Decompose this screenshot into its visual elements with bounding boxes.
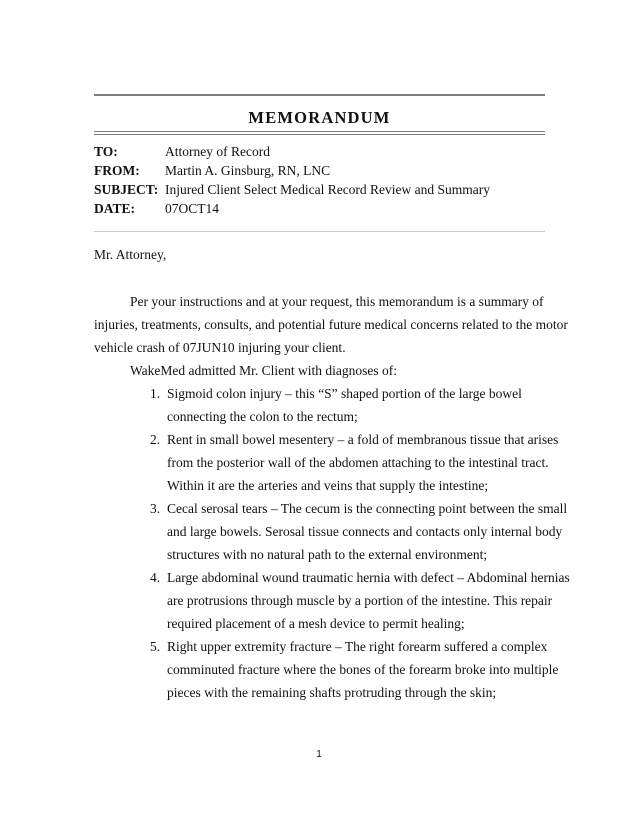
header-to-label: TO:: [94, 144, 118, 159]
list-item-number: 5.: [150, 639, 161, 654]
list-item-line: Sigmoid colon injury – this “S” shaped portion of the large bowel: [167, 386, 522, 401]
list-item-line: structures with no natural path to the external environment;: [167, 547, 488, 562]
list-intro: WakeMed admitted Mr. Client with diagnoses of:: [130, 363, 397, 378]
title-bottom-rule: [94, 131, 545, 135]
list-item-number: 1.: [150, 386, 161, 401]
list-item-line: pieces with the remaining shafts protruding through the skin;: [167, 685, 497, 700]
list-item-line: required placement of a mesh device to permit healing;: [167, 616, 465, 631]
salutation: Mr. Attorney,: [94, 247, 167, 262]
list-item-line: Large abdominal wound traumatic hernia with defect – Abdominal hernias: [167, 570, 570, 585]
list-item-line: comminuted fracture where the bones of the forearm broke into multiple: [167, 662, 559, 677]
list-item-line: and large bowels. Serosal tissue connects and contacts only internal body: [167, 524, 563, 539]
list-item-line: Rent in small bowel mesentery – a fold of membranous tissue that arises: [167, 432, 559, 447]
list-item-line: are protrusions through muscle by a portion of the intestine. This repair: [167, 593, 553, 608]
list-item-line: Within it are the arteries and veins that supply the intestine;: [167, 478, 489, 493]
intro-line: vehicle crash of 07JUN10 injuring your client.: [94, 340, 346, 355]
page-number: 1: [316, 749, 322, 760]
header-from-value: Martin A. Ginsburg, RN, LNC: [165, 163, 331, 178]
list-item-line: from the posterior wall of the abdomen attaching to the intestinal tract.: [167, 455, 549, 470]
header-date-value: 07OCT14: [165, 201, 219, 216]
list-item-line: connecting the colon to the rectum;: [167, 409, 358, 424]
list-item-number: 4.: [150, 570, 161, 585]
header-to-value: Attorney of Record: [165, 144, 270, 159]
title-top-rule: [94, 94, 545, 96]
intro-line: Per your instructions and at your request, this memorandum is a summary of: [130, 294, 544, 309]
intro-line: injuries, treatments, consults, and potential future medical concerns related to the motor: [94, 317, 568, 332]
list-item-number: 2.: [150, 432, 161, 447]
list-item-line: Cecal serosal tears – The cecum is the connecting point between the small: [167, 501, 568, 516]
header-subject-value: Injured Client Select Medical Record Review and Summary: [165, 182, 491, 197]
header-divider: [94, 231, 545, 232]
header-date-label: DATE:: [94, 201, 136, 216]
list-item-line: Right upper extremity fracture – The right forearm suffered a complex: [167, 639, 548, 654]
list-item-number: 3.: [150, 501, 161, 516]
memo-title: MEMORANDUM: [248, 108, 391, 127]
header-from-label: FROM:: [94, 163, 140, 178]
header-subject-label: SUBJECT:: [94, 182, 159, 197]
